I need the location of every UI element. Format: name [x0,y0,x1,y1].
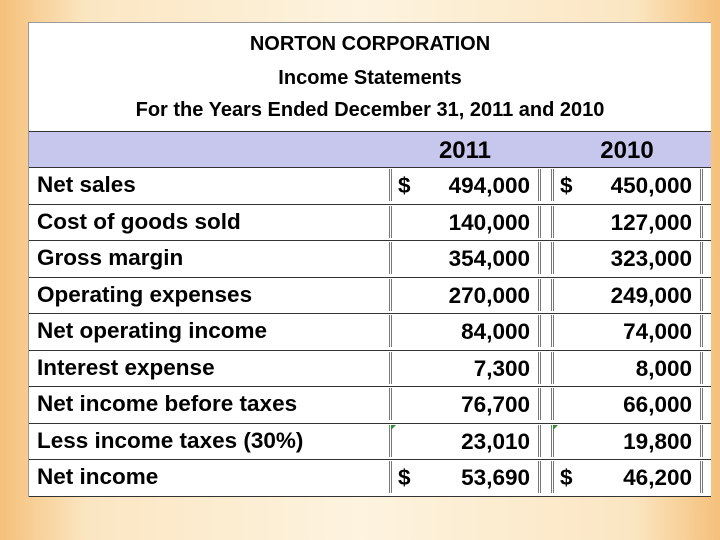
value-2011-cell [389,461,541,493]
value-2010-cell [551,352,703,384]
value-2010: 323,000 [610,246,692,271]
statement-row [29,204,711,240]
value-2011: 53,690 [461,465,530,490]
value-2011-cell [389,425,541,457]
value-2011: 7,300 [473,355,530,381]
value-2010: 8,000 [635,355,692,381]
value-2010: 127,000 [610,209,692,235]
column-header-2011: 2011 [438,137,492,164]
value-2011: 84,000 [461,319,530,344]
cell-comment-marker [553,425,558,430]
value-2011: 354,000 [448,246,530,271]
statement-row [29,167,711,203]
row-label: Net income [37,464,159,489]
value-2010: 66,000 [623,392,692,417]
value-2010: 19,800 [623,428,692,454]
value-2010-cell [551,169,703,201]
row-label: Operating expenses [37,281,253,307]
value-2011: 140,000 [448,209,530,235]
currency-symbol: $ [560,173,573,198]
column-header-2010: 2010 [600,137,654,164]
statement-row [29,240,711,276]
statement-period: For the Years Ended December 31, 2011 and 2010 [135,99,605,121]
value-2011-cell [389,388,541,420]
value-2010-cell [551,315,703,347]
value-2010-cell [551,206,703,238]
row-label: Net operating income [37,318,268,343]
statement-row [29,350,711,386]
value-2010-cell [551,461,703,493]
value-2010-cell [551,388,703,420]
statement-row [29,386,711,422]
row-label: Gross margin [37,245,184,270]
row-label: Less income taxes (30%) [37,427,304,453]
value-2011: 23,010 [461,428,530,454]
value-2011-cell [389,206,541,238]
currency-symbol: $ [398,173,411,198]
table-bottom-border [29,496,711,497]
statement-row [29,313,711,349]
value-2011: 270,000 [448,282,530,308]
cell-comment-marker [391,425,396,430]
row-label: Net income before taxes [37,391,298,416]
value-2011-cell [389,352,541,384]
row-label: Net sales [37,172,136,197]
value-2010-cell [551,425,703,457]
income-statement-sheet [28,22,711,497]
row-label: Interest expense [37,354,215,380]
value-2011-cell [389,242,541,274]
statement-row [29,423,711,459]
value-2010-cell [551,242,703,274]
currency-symbol: $ [560,465,573,490]
value-2010: 46,200 [623,465,692,490]
currency-symbol: $ [398,465,411,490]
value-2011: 494,000 [448,173,530,198]
value-2010: 450,000 [610,173,692,198]
statement-row [29,459,711,495]
value-2010-cell [551,279,703,311]
value-2010: 249,000 [610,282,692,308]
value-2011: 76,700 [461,392,530,417]
row-label: Cost of goods sold [37,208,241,234]
value-2011-cell [389,169,541,201]
value-2011-cell [389,279,541,311]
value-2011-cell [389,315,541,347]
company-name: NORTON CORPORATION [249,33,491,55]
statement-title: Income Statements [278,67,462,89]
statement-row [29,277,711,313]
value-2010: 74,000 [623,319,692,344]
